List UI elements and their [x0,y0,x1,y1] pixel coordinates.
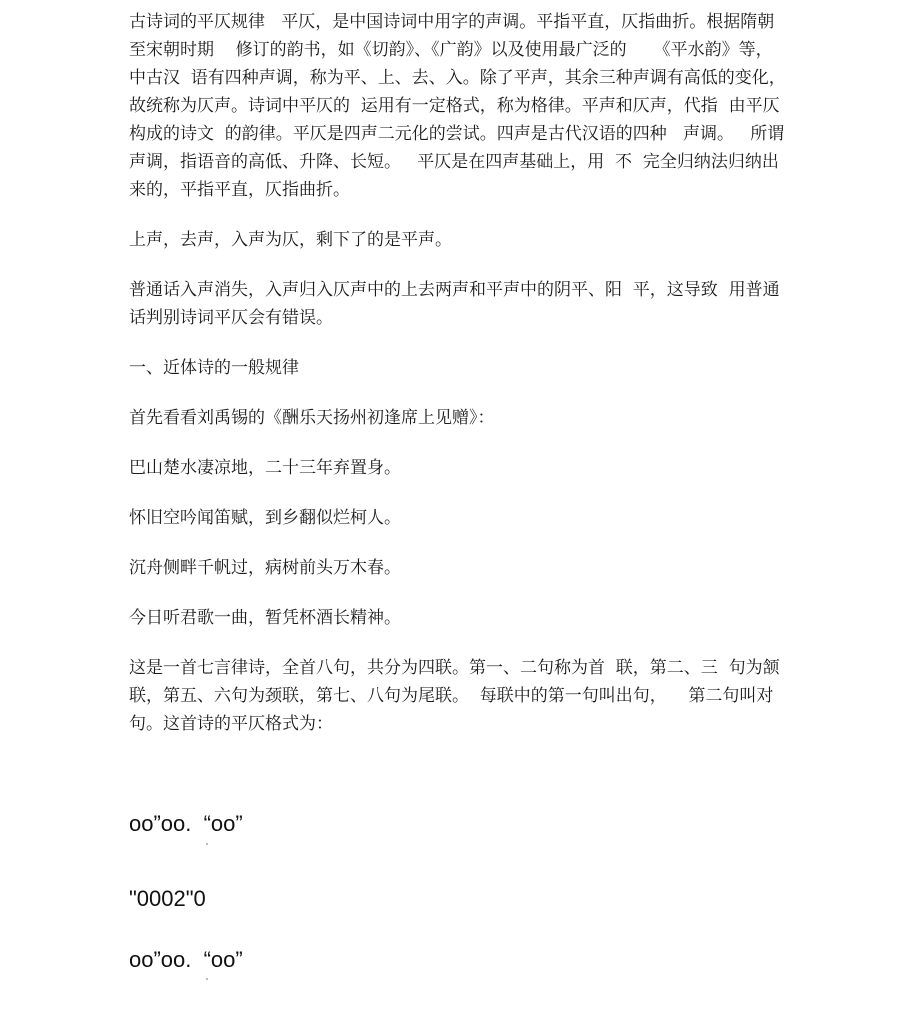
poem-line-1: 巴山楚水凄凉地，二十三年弃置身。 [129,458,401,478]
document-body [129,8,803,760]
scan-speck [206,978,208,980]
intro-paragraph: 古诗词的平仄规律 平仄，是中国诗词中用字的声调。平指平直，仄指曲折。根据隋朝 至宋朝时期 修订的韵书，如《切韵》、《广韵》以及使用最广泛的 《平水韵》等，中古汉 语有四种声调，称为平、上、去、入。除了平声，其余三种声调有高低的变化， 故统称为仄声。诗词中平仄的 运用有一定格式，称为格律。平声和仄声，代指 由平仄构成的诗文 的韵律。平仄是四声二元化的尝试。四声是古代汉语的四种 声调。 所谓声调，指语音的高低、升降、长短。 平仄是在四声基础上，用 不 完全归纳法归纳出来的，平指平直，仄指曲折。 [129,12,803,200]
mandarin-note-paragraph: 普通话入声消失，入声归入仄声中的上去两声和平声中的阴平、阳 平，这导致 用普通话判别诗词平仄会有错误。 [129,280,780,328]
tone-pattern-line-1: oo”oo. “oo” [129,811,243,836]
scan-speck [206,843,208,845]
tone-rule-paragraph: 上声，去声，入声为仄，剩下了的是平声。 [129,230,452,250]
section-heading: 一、近体诗的一般规律 [129,358,299,378]
poem-line-3: 沉舟侧畔千帆过，病树前头万木春。 [129,558,401,578]
poem-line-4: 今日听君歌一曲，暂凭杯酒长精神。 [129,608,401,628]
tone-pattern-line-3: oo”oo. “oo” [129,947,243,972]
tone-pattern-line-2: "0002"0 [129,886,206,911]
poem-line-2: 怀旧空吟闻笛赋，到乡翻似烂柯人。 [129,508,401,528]
poem-intro-paragraph: 首先看看刘禹锡的《酬乐天扬州初逢席上见赠》： [129,408,495,428]
poem-analysis-paragraph: 这是一首七言律诗，全首八句，共分为四联。第一、二句称为首 联，第二、三 句为颔联，第五、六句为颈联，第七、八句为尾联。 每联中的第一句叫出句， 第二句叫对句。这首诗的平仄格式为： [129,658,780,734]
